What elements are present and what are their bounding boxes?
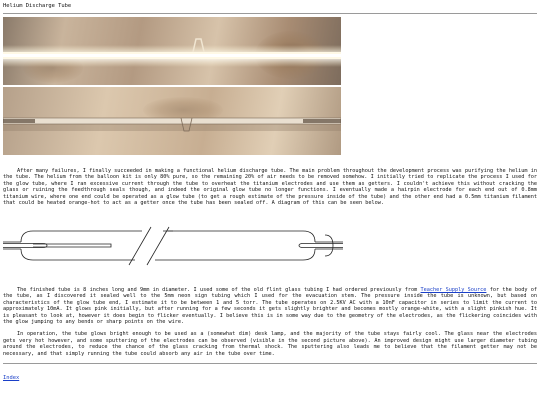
tube-core: [3, 54, 341, 57]
lit-tube-graphic: [3, 17, 341, 85]
mid-envelope: [133, 231, 173, 260]
electrode-diagram: [3, 223, 343, 269]
photo-lit-tube: [3, 17, 341, 85]
intro-paragraph: After many failures, I finally succeeded in making a functional helium discharge tube. The main problem throughout the development process was purifying the helium in the tube. The helium from the balloon kit is only 80% pure, so the remaining 20% of air needs to be removed somehow. I initially tried to replicate the process I used for the glow tube, where I ran excessive current through the tube to overheat the titanium electrodes and use them as getters. I couldn't achieve this without cracking the glass or ruining the feedthrough seals though, and indeed the original glow tube no longer functions. I eventually made a hairpin electrode for each end out of 0.8mm titanium wire, where one end could be operated as a glow tube (to get a rough estimate of the pressure inside of the tube) and the other end had a 0.5mm titanium filament that could be heated orange-hot to act as a getter once the tube has been sealed off. A diagram of this can be seen below.: [3, 168, 537, 207]
page-title: Helium Discharge Tube: [3, 3, 72, 9]
left-filament: [33, 244, 111, 247]
operation-paragraph: In operation, the tube glows bright enough to be used as a (somewhat dim) desk lamp, and the majority of the tube stays fairly cool. The glass near the electrodes gets very hot however, and some sputtering of the electrodes can be observed (visible in the second picture above). An improved design might use larger diameter tubing around the electrodes, to reduce the chance of the glass cracking from thermal shock. The sputtering also leads me to believe that the filament getter may not be necessary, and that simply running the tube could absorb any air in the tube over time.: [3, 331, 537, 357]
right-hairpin: [299, 243, 343, 247]
page: [3, 3, 537, 383]
right-cap: [325, 235, 333, 256]
left-envelope: [21, 231, 133, 260]
unlit-tube-graphic: [3, 87, 341, 155]
electrode-left: [3, 119, 35, 123]
finished-tube-paragraph: [3, 287, 537, 326]
tube-body: [3, 118, 341, 124]
left-stem: [3, 242, 21, 249]
photo-unlit-tube: [3, 87, 341, 155]
teacher-supply-source-link[interactable]: Teacher Supply Source: [420, 286, 487, 293]
break-mark-right: [147, 227, 169, 265]
electrode-right: [303, 119, 341, 123]
bottom-divider: [3, 363, 537, 364]
para2-text-after: for the body of the tube, as I discovered it sealed well to the 5mm neon sign tubing which I used for the evacuation stem. The pressure inside the tube is unknown, but based on characteristics of the glow tube end, I estimate it to be between 1 and 5 torr. The tube operates on 2.5KV AC with a 10nF capacitor in series to limit the current to approximately 10mA. It glows pink initially, but after running for a few seconds it gets slightly brighter and becomes mostly orange-white, with a slight pinkish hue. It is pleasant to look at, however it does begin to flicker eventually. I believe this is in some way due to the geometry of the electrodes, as the flickering coincides with the glow jumping to any bends or sharp points on the wire.: [3, 286, 537, 325]
para2-text-before: The finished tube is 8 inches long and 9mm in diameter. I used some of the old flint glass tubing I had ordered previously from: [17, 286, 421, 293]
break-mark-left: [129, 227, 151, 265]
right-envelope: [163, 231, 315, 260]
top-divider: [3, 13, 537, 14]
right-stem: [315, 242, 343, 249]
index-link[interactable]: Index: [3, 375, 20, 382]
